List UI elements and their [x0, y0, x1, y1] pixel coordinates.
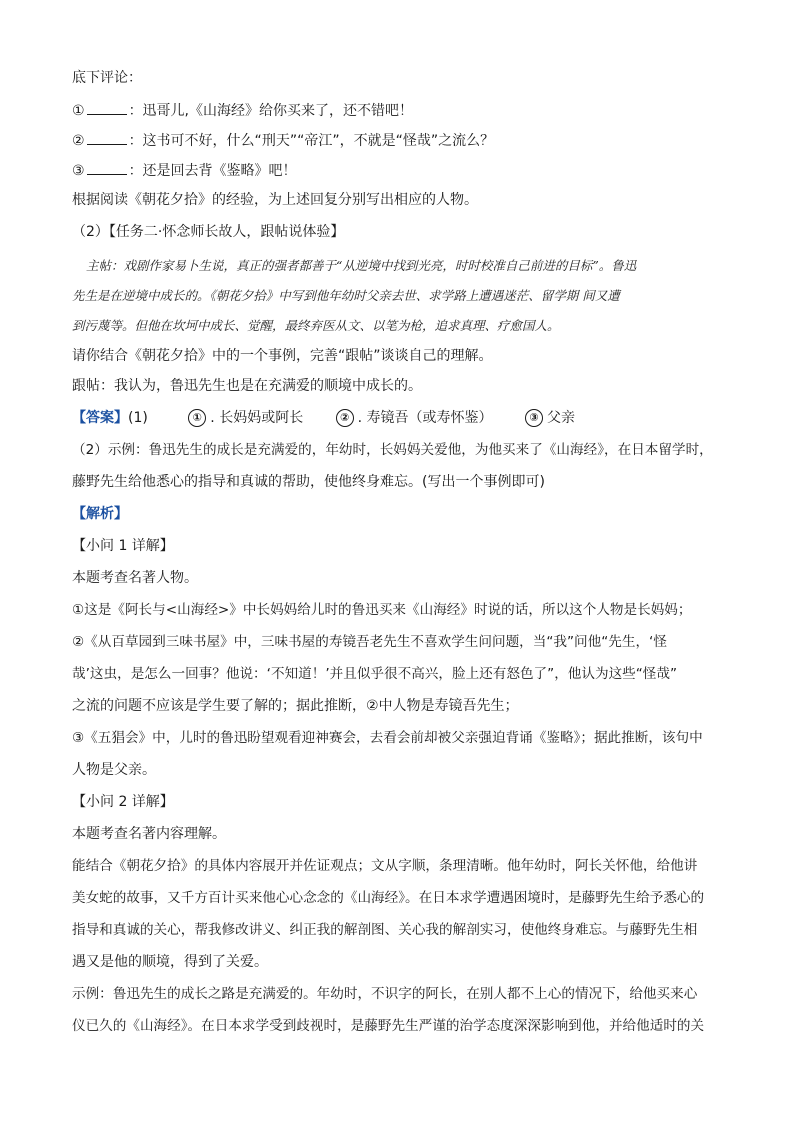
text-line: 本题考查名著人物。: [72, 570, 198, 586]
text-span: ：还是回去背《鉴略》吧！: [128, 163, 297, 179]
text-line: （2）示例：鲁迅先生的成长是充满爱的，年幼时，长妈妈关爱他，为他买来了《山海经》，在日本留学时，: [72, 442, 713, 458]
text-line: 之流的问题不应该是学生要了解的；据此推断，②中人物是寿镜吾先生；: [72, 698, 519, 714]
analysis-tag: 【解析】: [72, 506, 128, 522]
text-line: 美女蛇的故事，又千方百计买来他心心念念的《山海经》。在日本求学遭遇困境时，是藤野先生给予悉心的: [72, 890, 705, 906]
circled-number: ③: [525, 409, 543, 427]
text-line: 藤野先生给他悉心的指导和真诚的帮助，使他终身难忘。(写出一个事例即可): [72, 474, 545, 490]
fill-blank: [87, 100, 127, 115]
text-line: 跟帖：我认为，鲁迅先生也是在充满爱的顺境中成长的。: [72, 378, 422, 394]
main-post-line: 到污蔑等。但他在坎坷中成长、觉醒，最终弃医从文、以笔为枪，追求真理、疗愈国人。: [72, 318, 560, 333]
circled-number: ①: [72, 103, 85, 119]
text-span: ：这书可不好，什么“刑天”“帝江”，不就是“怪哉”之流么？: [128, 133, 495, 149]
text-line: 哉’这虫，是怎么一回事？他说：‘不知道！’并且似乎很不高兴，脸上还有怒色了”，他认为这些“怪哉”: [72, 666, 678, 682]
fill-blank: [87, 130, 127, 145]
circled-number: ①: [188, 409, 206, 427]
reply-line-3: [72, 160, 297, 181]
text-line: 仪已久的《山海经》。在日本求学受到歧视时，是藤野先生严谨的治学态度深深影响到他，并给他适时的关: [72, 1018, 705, 1034]
text-line: 人物是父亲。: [72, 762, 156, 778]
answer-1: . 长妈妈或阿长: [210, 410, 304, 426]
text-line: 请你结合《朝花夕拾》中的一个事例，完善“跟帖”谈谈自己的理解。: [72, 348, 493, 364]
text-span: (1): [128, 410, 148, 426]
subquestion-heading: 【小问 2 详解】: [72, 794, 174, 810]
text-line: 底下评论：: [72, 70, 142, 86]
text-line: 本题考查名著内容理解。: [72, 826, 226, 842]
task-heading: （2）【任务二·怀念师长故人，跟帖说体验】: [72, 224, 345, 240]
main-post-line: 先生是在逆境中成长的。《朝花夕拾》中写到他年幼时父亲去世、求学路上遭遇迷茫、留学期 间又遭: [72, 288, 620, 303]
text-line: ③《五猖会》中，儿时的鲁迅盼望观看迎神赛会，去看会前却被父亲强迫背诵《鉴略》；据此推断，该句中: [72, 730, 703, 746]
answer-2: . 寿镜吾（或寿怀鉴）: [357, 410, 493, 426]
answer-tag: 【答案】: [72, 410, 128, 426]
answer-line: [72, 408, 575, 428]
text-line: ①这是《阿长与<山海经>》中长妈妈给儿时的鲁迅买来《山海经》时说的话，所以这个人物是长妈妈；: [72, 602, 692, 618]
reply-line-1: [72, 100, 413, 121]
circled-number: ②: [336, 409, 354, 427]
circled-number: ③: [72, 163, 85, 179]
main-post-line: 主帖：戏剧作家易卜生说，真正的强者都善于“从逆境中找到光亮，时时校准自己前进的目标”。鲁迅: [86, 258, 637, 273]
text-line: ②《从百草园到三味书屋》中，三味书屋的寿镜吾老先生不喜欢学生问问题，当“我”问他“先生，‘怪: [72, 634, 667, 650]
text-line: 指导和真诚的关心，帮我修改讲义、纠正我的解剖图、关心我的解剖实习，使他终身难忘。与藤野先生相: [72, 922, 698, 938]
answer-3: 父亲: [547, 410, 576, 426]
reply-line-2: [72, 130, 494, 151]
circled-number: ②: [72, 133, 85, 149]
subquestion-heading: 【小问 1 详解】: [72, 538, 174, 554]
text-line: 示例：鲁迅先生的成长之路是充满爱的。年幼时，不识字的阿长，在别人都不上心的情况下，给他买来心: [72, 986, 698, 1002]
text-line: 根据阅读《朝花夕拾》的经验，为上述回复分别写出相应的人物。: [72, 192, 478, 208]
fill-blank: [87, 160, 127, 175]
text-line: 能结合《朝花夕拾》的具体内容展开并佐证观点；文从字顺，条理清晰。他年幼时，阿长关怀他，给他讲: [72, 858, 698, 874]
text-line: 遇又是他的顺境，得到了关爱。: [72, 954, 268, 970]
text-span: ：迅哥儿,《山海经》给你买来了，还不错吧！: [128, 103, 414, 119]
